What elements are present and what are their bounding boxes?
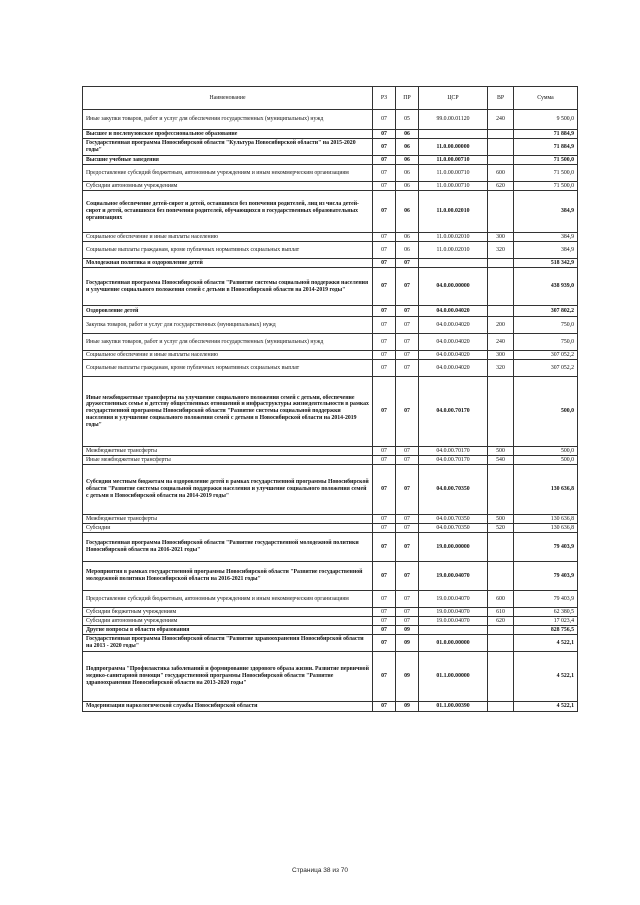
table-row	[83, 191, 578, 233]
row-sum: 307 052,2	[514, 351, 578, 360]
row-csr: 11.0.00.02010	[419, 233, 488, 242]
row-rz: 07	[373, 456, 396, 465]
row-csr: 04.0.00.04020	[419, 306, 488, 317]
row-csr: 04.0.00.70170	[419, 456, 488, 465]
row-sum: 4 522,1	[514, 635, 578, 652]
row-pr: 07	[396, 447, 419, 456]
row-rz: 07	[373, 306, 396, 317]
page-number: Страница 38 из 70	[292, 867, 348, 874]
row-csr: 11.0.00.00710	[419, 165, 488, 182]
row-sum: 307 802,2	[514, 306, 578, 317]
row-pr: 09	[396, 702, 419, 712]
table-row	[83, 617, 578, 626]
row-rz: 07	[373, 191, 396, 233]
table-row	[83, 702, 578, 712]
row-sum: 750,0	[514, 317, 578, 334]
table-row	[83, 110, 578, 130]
row-vr: 240	[488, 334, 514, 351]
row-csr	[419, 259, 488, 268]
table-row	[83, 130, 578, 139]
row-vr	[488, 562, 514, 591]
row-rz: 07	[373, 533, 396, 562]
row-sum: 500,0	[514, 456, 578, 465]
row-csr: 01.1.00.00000	[419, 652, 488, 702]
row-vr	[488, 465, 514, 515]
row-vr: 500	[488, 447, 514, 456]
row-vr: 300	[488, 233, 514, 242]
row-name: Подпрограмма "Профилактика заболеваний и формирование здорового образа жизни. Развитие первичной медико-санитарной помощи" государственной программы Новосибирской области "Развитие здравоохранения Новосибирской области на 2013-2020 годы"	[83, 652, 373, 702]
table-row	[83, 515, 578, 524]
row-rz: 07	[373, 702, 396, 712]
row-rz: 07	[373, 268, 396, 306]
row-pr: 07	[396, 306, 419, 317]
table-row	[83, 465, 578, 515]
row-vr	[488, 377, 514, 447]
row-vr: 240	[488, 110, 514, 130]
table-row	[83, 377, 578, 447]
row-sum: 9 500,0	[514, 110, 578, 130]
row-name: Межбюджетные трансферты	[83, 447, 373, 456]
row-pr: 06	[396, 156, 419, 165]
row-rz: 07	[373, 635, 396, 652]
row-vr: 600	[488, 165, 514, 182]
row-name: Субсидии автономным учреждениям	[83, 617, 373, 626]
table-row	[83, 626, 578, 635]
row-rz: 07	[373, 156, 396, 165]
header-pr: ПР	[396, 87, 419, 110]
row-vr	[488, 635, 514, 652]
row-name: Предоставление субсидий бюджетным, автономным учреждениям и иным некоммерческим организациям	[83, 591, 373, 608]
row-rz: 07	[373, 351, 396, 360]
row-pr: 09	[396, 652, 419, 702]
header-sum: Сумма	[514, 87, 578, 110]
row-vr	[488, 130, 514, 139]
row-sum: 750,0	[514, 334, 578, 351]
row-name: Предоставление субсидий бюджетным, автономным учреждениям и иным некоммерческим организациям	[83, 165, 373, 182]
row-name: Социальное обеспечение и иные выплаты населению	[83, 351, 373, 360]
row-name: Модернизация наркологической службы Новосибирской области	[83, 702, 373, 712]
table-row	[83, 182, 578, 191]
row-sum: 79 403,9	[514, 562, 578, 591]
row-sum: 384,9	[514, 233, 578, 242]
row-vr	[488, 191, 514, 233]
row-rz: 07	[373, 259, 396, 268]
row-pr: 07	[396, 465, 419, 515]
table-row	[83, 306, 578, 317]
row-rz: 07	[373, 377, 396, 447]
row-name: Субсидии	[83, 524, 373, 533]
budget-table-container	[82, 86, 577, 712]
row-name: Иные закупки товаров, работ и услуг для обеспечения государственных (муниципальных) нужд	[83, 110, 373, 130]
row-pr: 07	[396, 524, 419, 533]
row-pr: 09	[396, 635, 419, 652]
table-row	[83, 524, 578, 533]
row-name: Государственная программа Новосибирской области "Развитие системы социальной поддержки населения и улучшение социального положения семей с детьми в Новосибирской области на 2014-2019 годы"	[83, 268, 373, 306]
row-rz: 07	[373, 515, 396, 524]
row-name: Мероприятия в рамках государственной программы Новосибирской области "Развитие государственной молодежной политики Новосибирской области на 2016-2021 годы"	[83, 562, 373, 591]
row-pr: 07	[396, 360, 419, 377]
row-pr: 07	[396, 268, 419, 306]
row-rz: 07	[373, 617, 396, 626]
row-rz: 07	[373, 317, 396, 334]
row-sum: 71 884,9	[514, 130, 578, 139]
row-csr: 11.0.00.02010	[419, 191, 488, 233]
row-sum: 130 636,8	[514, 465, 578, 515]
row-vr: 520	[488, 524, 514, 533]
table-row	[83, 591, 578, 608]
row-name: Социальные выплаты гражданам, кроме публичных нормативных социальных выплат	[83, 360, 373, 377]
row-csr: 04.0.00.70350	[419, 465, 488, 515]
row-pr: 07	[396, 591, 419, 608]
row-pr: 06	[396, 139, 419, 156]
row-vr	[488, 156, 514, 165]
row-rz: 07	[373, 447, 396, 456]
row-sum: 438 939,0	[514, 268, 578, 306]
table-row	[83, 456, 578, 465]
row-vr	[488, 626, 514, 635]
row-csr: 04.0.00.70350	[419, 515, 488, 524]
row-name: Субсидии автономным учреждениям	[83, 182, 373, 191]
table-header-row	[83, 87, 578, 110]
row-csr: 04.0.00.70170	[419, 377, 488, 447]
row-csr: 19.0.00.04070	[419, 617, 488, 626]
row-name: Закупка товаров, работ и услуг для государственных (муниципальных) нужд	[83, 317, 373, 334]
budget-table	[82, 86, 578, 712]
row-sum: 500,0	[514, 447, 578, 456]
row-name: Высшие учебные заведения	[83, 156, 373, 165]
row-pr: 07	[396, 317, 419, 334]
row-pr: 06	[396, 242, 419, 259]
row-pr: 07	[396, 259, 419, 268]
row-name: Высшее и послевузовское профессиональное образование	[83, 130, 373, 139]
header-name: Наименование	[83, 87, 373, 110]
row-rz: 07	[373, 233, 396, 242]
row-rz: 07	[373, 524, 396, 533]
row-name: Межбюджетные трансферты	[83, 515, 373, 524]
row-vr: 610	[488, 608, 514, 617]
row-csr: 11.0.00.00710	[419, 182, 488, 191]
row-vr: 300	[488, 351, 514, 360]
row-rz: 07	[373, 110, 396, 130]
table-row	[83, 652, 578, 702]
row-sum: 500,0	[514, 377, 578, 447]
row-rz: 07	[373, 130, 396, 139]
row-csr: 01.0.00.00000	[419, 635, 488, 652]
table-row	[83, 259, 578, 268]
table-row	[83, 156, 578, 165]
row-csr: 04.0.00.00000	[419, 268, 488, 306]
row-csr	[419, 626, 488, 635]
row-sum: 62 380,5	[514, 608, 578, 617]
row-vr: 320	[488, 242, 514, 259]
table-row	[83, 608, 578, 617]
row-csr: 04.0.00.04020	[419, 334, 488, 351]
row-name: Государственная программа Новосибирской области "Развитие государственной молодежной политики Новосибирской области на 2016-2021 годы"	[83, 533, 373, 562]
row-pr: 09	[396, 626, 419, 635]
header-rz: РЗ	[373, 87, 396, 110]
row-pr: 07	[396, 515, 419, 524]
row-csr: 99.0.00.01120	[419, 110, 488, 130]
table-row	[83, 334, 578, 351]
row-name: Социальные выплаты гражданам, кроме публичных нормативных социальных выплат	[83, 242, 373, 259]
row-vr: 620	[488, 182, 514, 191]
row-rz: 07	[373, 242, 396, 259]
row-sum: 17 023,4	[514, 617, 578, 626]
table-row	[83, 533, 578, 562]
row-vr	[488, 652, 514, 702]
row-csr: 19.0.00.00000	[419, 533, 488, 562]
row-pr: 07	[396, 617, 419, 626]
row-sum: 518 342,9	[514, 259, 578, 268]
table-row	[83, 447, 578, 456]
row-vr: 320	[488, 360, 514, 377]
row-name: Субсидии местным бюджетам на оздоровление детей в рамках государственной программы Новосибирской области "Развитие системы социальной поддержки населения и улучшение социального положения семей с детьми в Новосибирской области на 2014-2019 годы"	[83, 465, 373, 515]
row-sum: 71 500,0	[514, 182, 578, 191]
row-rz: 07	[373, 360, 396, 377]
row-vr: 600	[488, 591, 514, 608]
row-vr	[488, 702, 514, 712]
row-csr: 19.0.00.04070	[419, 608, 488, 617]
row-name: Социальное обеспечение и иные выплаты населению	[83, 233, 373, 242]
row-sum: 384,9	[514, 191, 578, 233]
table-row	[83, 242, 578, 259]
row-pr: 06	[396, 191, 419, 233]
row-rz: 07	[373, 182, 396, 191]
row-csr: 04.0.00.70350	[419, 524, 488, 533]
row-sum: 4 522,1	[514, 652, 578, 702]
row-sum: 79 403,9	[514, 533, 578, 562]
row-pr: 07	[396, 456, 419, 465]
row-csr: 19.0.00.04070	[419, 591, 488, 608]
row-name: Иные межбюджетные трансферты на улучшение социального положения семей с детьми, обеспечение дружественных семье и детству общественных отношений и инфраструктуры жизнедеятельности в рамках государственной программы Новосибирской области "Развитие системы социальной поддержки населения и улучшение социального положения семей с детьми в Новосибирской области на 2014-2019 годы"	[83, 377, 373, 447]
row-name: Другие вопросы в области образования	[83, 626, 373, 635]
row-rz: 07	[373, 652, 396, 702]
table-row	[83, 317, 578, 334]
table-row	[83, 562, 578, 591]
row-csr: 04.0.00.04020	[419, 360, 488, 377]
row-csr: 11.0.00.00000	[419, 139, 488, 156]
row-name: Государственная программа Новосибирской области "Культура Новосибирской области" на 2015-2020 годы"	[83, 139, 373, 156]
row-pr: 07	[396, 334, 419, 351]
row-csr: 19.0.00.04070	[419, 562, 488, 591]
row-pr: 07	[396, 377, 419, 447]
row-vr	[488, 268, 514, 306]
row-vr: 540	[488, 456, 514, 465]
row-name: Молодежная политика и оздоровление детей	[83, 259, 373, 268]
row-pr: 06	[396, 165, 419, 182]
row-vr: 500	[488, 515, 514, 524]
row-sum: 828 756,5	[514, 626, 578, 635]
row-vr: 200	[488, 317, 514, 334]
row-pr: 06	[396, 130, 419, 139]
row-pr: 07	[396, 562, 419, 591]
table-row	[83, 139, 578, 156]
table-body	[83, 110, 578, 712]
row-sum: 79 403,9	[514, 591, 578, 608]
row-csr	[419, 130, 488, 139]
row-pr: 07	[396, 533, 419, 562]
row-rz: 07	[373, 465, 396, 515]
row-vr	[488, 533, 514, 562]
row-name: Иные закупки товаров, работ и услуг для обеспечения государственных (муниципальных) нужд	[83, 334, 373, 351]
row-csr: 04.0.00.04020	[419, 351, 488, 360]
row-csr: 11.0.00.00710	[419, 156, 488, 165]
table-row	[83, 635, 578, 652]
row-csr: 11.0.00.02010	[419, 242, 488, 259]
row-vr	[488, 259, 514, 268]
row-sum: 384,9	[514, 242, 578, 259]
table-row	[83, 233, 578, 242]
row-rz: 07	[373, 608, 396, 617]
row-pr: 06	[396, 233, 419, 242]
row-csr: 01.1.00.00390	[419, 702, 488, 712]
row-pr: 05	[396, 110, 419, 130]
row-name: Иные межбюджетные трансферты	[83, 456, 373, 465]
row-sum: 130 636,8	[514, 515, 578, 524]
row-name: Государственная программа Новосибирской области "Развитие здравоохранения Новосибирской области на 2013 - 2020 годы"	[83, 635, 373, 652]
table-row	[83, 351, 578, 360]
row-vr	[488, 139, 514, 156]
row-vr	[488, 306, 514, 317]
row-sum: 4 522,1	[514, 702, 578, 712]
row-csr: 04.0.00.70170	[419, 447, 488, 456]
row-rz: 07	[373, 334, 396, 351]
row-name: Социальное обеспечение детей-сирот и детей, оставшихся без попечения родителей, лиц из числа детей-сирот и детей, оставшихся без попечения родителей, обучающихся в государственных образовательных организациях	[83, 191, 373, 233]
row-rz: 07	[373, 562, 396, 591]
row-pr: 07	[396, 351, 419, 360]
row-pr: 07	[396, 608, 419, 617]
header-vr: ВР	[488, 87, 514, 110]
table-row	[83, 268, 578, 306]
header-csr: ЦСР	[419, 87, 488, 110]
row-sum: 307 052,2	[514, 360, 578, 377]
row-csr: 04.0.00.04020	[419, 317, 488, 334]
row-vr: 620	[488, 617, 514, 626]
row-pr: 06	[396, 182, 419, 191]
table-row	[83, 360, 578, 377]
row-sum: 130 636,8	[514, 524, 578, 533]
row-name: Субсидии бюджетным учреждениям	[83, 608, 373, 617]
row-rz: 07	[373, 626, 396, 635]
table-row	[83, 165, 578, 182]
row-sum: 71 500,0	[514, 156, 578, 165]
row-rz: 07	[373, 139, 396, 156]
row-sum: 71 500,0	[514, 165, 578, 182]
row-rz: 07	[373, 591, 396, 608]
row-name: Оздоровление детей	[83, 306, 373, 317]
row-rz: 07	[373, 165, 396, 182]
row-sum: 71 884,9	[514, 139, 578, 156]
